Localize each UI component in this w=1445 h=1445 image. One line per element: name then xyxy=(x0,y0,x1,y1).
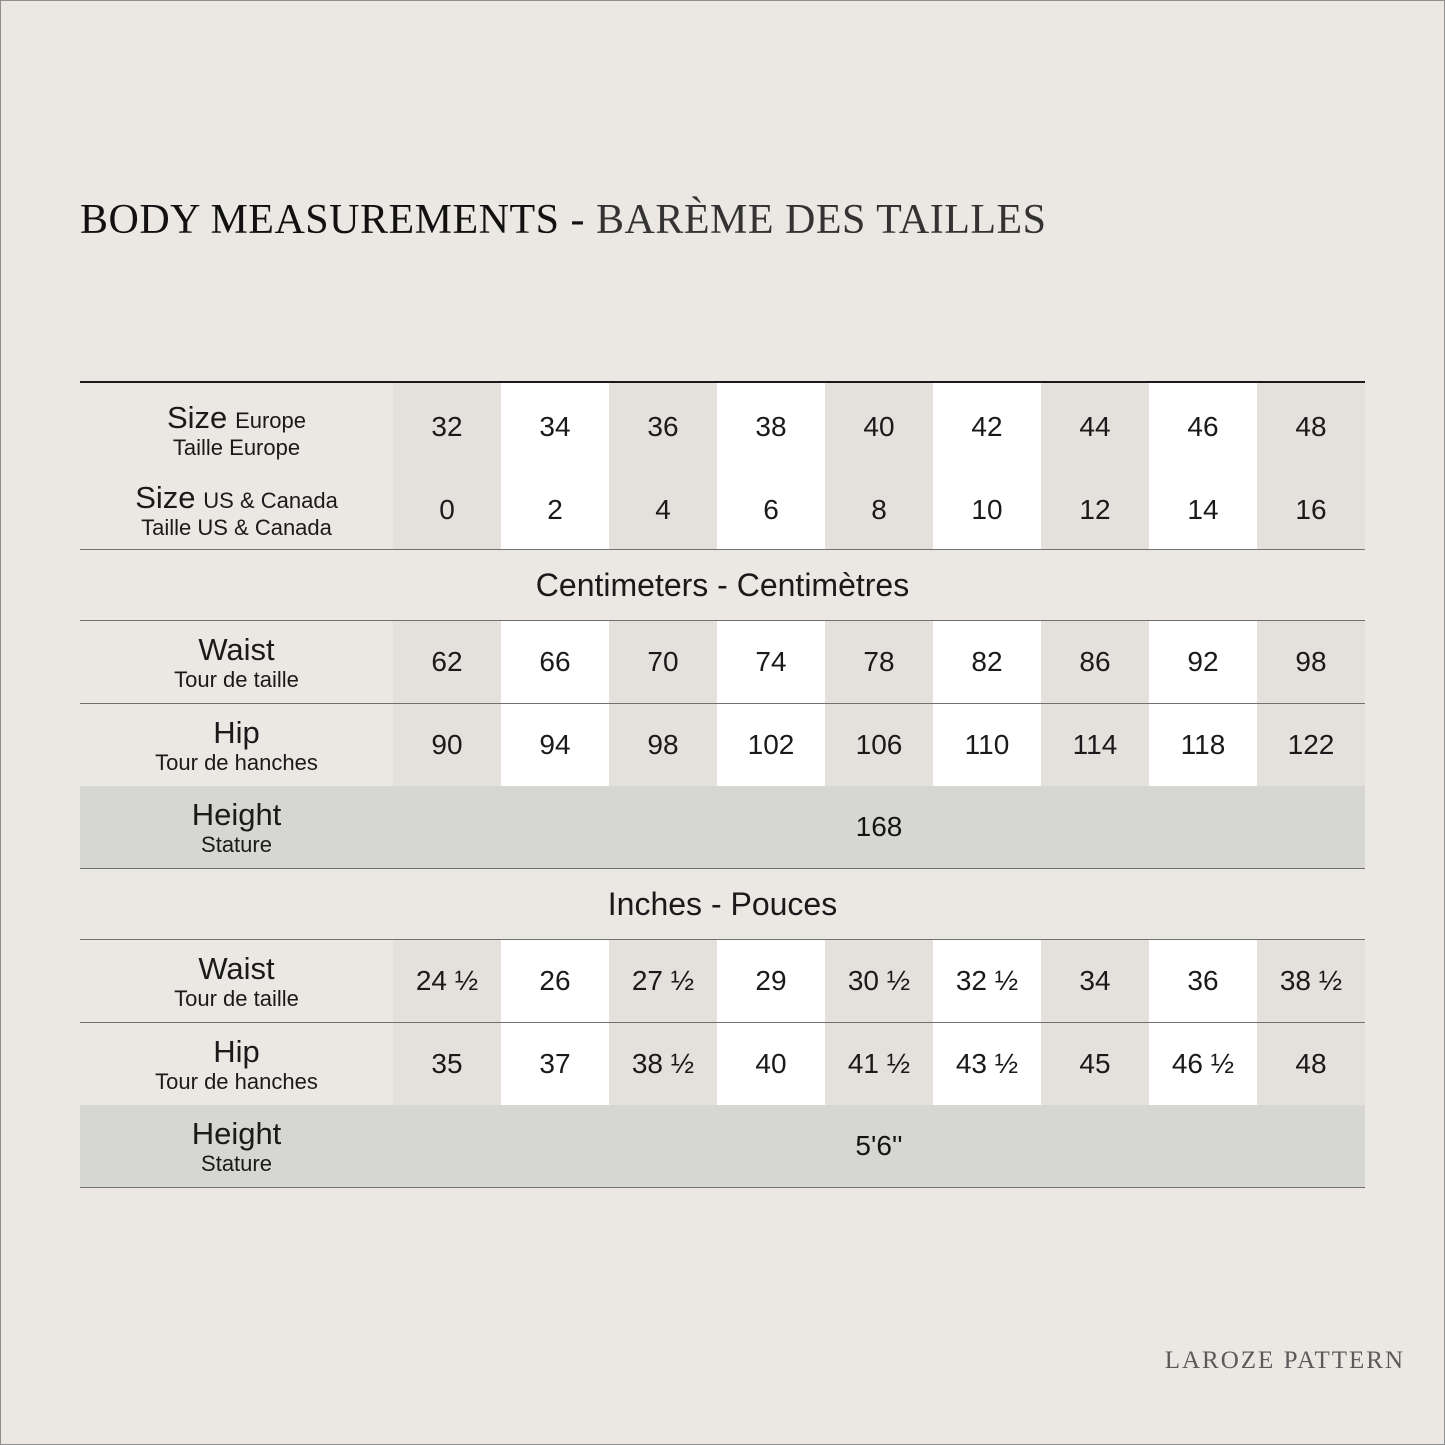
value-cell: 12 xyxy=(1041,471,1149,549)
value-cell: 24 ½ xyxy=(393,940,501,1022)
value-cell: 30 ½ xyxy=(825,940,933,1022)
value-cell: 98 xyxy=(1257,621,1365,703)
height-value: 5'6'' xyxy=(855,1130,903,1161)
row-size-europe xyxy=(80,383,1365,471)
value-cell: 4 xyxy=(609,471,717,549)
value-cell: 46 ½ xyxy=(1149,1023,1257,1105)
value-cell: 62 xyxy=(393,621,501,703)
value-cell: 122 xyxy=(1257,704,1365,786)
value-cell: 43 ½ xyxy=(933,1023,1041,1105)
value-cell: 78 xyxy=(825,621,933,703)
value-cell: 38 ½ xyxy=(1257,940,1365,1022)
value-cell: 8 xyxy=(825,471,933,549)
value-cell: 92 xyxy=(1149,621,1257,703)
value-cell: 32 ½ xyxy=(933,940,1041,1022)
value-cell: 36 xyxy=(1149,940,1257,1022)
page-title: BODY MEASUREMENTS - BARÈME DES TAILLES xyxy=(80,197,1047,243)
row-cm-height xyxy=(80,786,1365,868)
label-size-us: Size US & Canada Taille US & Canada xyxy=(135,479,338,541)
value-cell: 66 xyxy=(501,621,609,703)
value-cell: 38 xyxy=(717,383,825,471)
brand-name: LAROZE PATTERN xyxy=(1164,1347,1405,1374)
value-cell: 102 xyxy=(717,704,825,786)
value-cell: 45 xyxy=(1041,1023,1149,1105)
row-cm-waist xyxy=(80,621,1365,703)
row-in-waist xyxy=(80,940,1365,1022)
value-cell: 44 xyxy=(1041,383,1149,471)
value-cell: 70 xyxy=(609,621,717,703)
value-cell: 6 xyxy=(717,471,825,549)
label-height: Height Stature xyxy=(191,1115,282,1177)
row-cm-hip xyxy=(80,704,1365,786)
label-waist: Waist Tour de taille xyxy=(174,631,299,693)
value-cell: 74 xyxy=(717,621,825,703)
divider xyxy=(80,1187,1365,1188)
label-height: Height Stature xyxy=(191,796,282,858)
value-cell: 36 xyxy=(609,383,717,471)
value-cell: 37 xyxy=(501,1023,609,1105)
value-cell: 14 xyxy=(1149,471,1257,549)
value-cell: 98 xyxy=(609,704,717,786)
value-cell: 40 xyxy=(825,383,933,471)
height-value: 168 xyxy=(855,811,903,842)
value-cell: 48 xyxy=(1257,1023,1365,1105)
value-cell: 29 xyxy=(717,940,825,1022)
value-cell: 40 xyxy=(717,1023,825,1105)
value-cell: 106 xyxy=(825,704,933,786)
label-waist: Waist Tour de taille xyxy=(174,950,299,1012)
label-size-europe: Size Europe Taille Europe xyxy=(166,399,307,461)
label-hip: Hip Tour de hanches xyxy=(155,714,318,776)
value-cell: 86 xyxy=(1041,621,1149,703)
row-size-us xyxy=(80,471,1365,549)
row-in-height xyxy=(80,1105,1365,1187)
value-cell: 90 xyxy=(393,704,501,786)
value-cell: 82 xyxy=(933,621,1041,703)
value-cell: 38 ½ xyxy=(609,1023,717,1105)
value-cell: 110 xyxy=(933,704,1041,786)
value-cell: 16 xyxy=(1257,471,1365,549)
section-heading-inches: Inches - Pouces xyxy=(607,885,838,922)
value-cell: 94 xyxy=(501,704,609,786)
value-cell: 32 xyxy=(393,383,501,471)
value-cell: 34 xyxy=(501,383,609,471)
size-chart-table xyxy=(80,381,1365,1188)
value-cell: 10 xyxy=(933,471,1041,549)
value-cell: 27 ½ xyxy=(609,940,717,1022)
section-heading-cm: Centimeters - Centimètres xyxy=(535,566,910,603)
label-hip: Hip Tour de hanches xyxy=(155,1033,318,1095)
value-cell: 46 xyxy=(1149,383,1257,471)
value-cell: 48 xyxy=(1257,383,1365,471)
row-in-hip xyxy=(80,1023,1365,1105)
value-cell: 26 xyxy=(501,940,609,1022)
value-cell: 0 xyxy=(393,471,501,549)
value-cell: 42 xyxy=(933,383,1041,471)
value-cell: 41 ½ xyxy=(825,1023,933,1105)
value-cell: 34 xyxy=(1041,940,1149,1022)
value-cell: 2 xyxy=(501,471,609,549)
value-cell: 114 xyxy=(1041,704,1149,786)
value-cell: 118 xyxy=(1149,704,1257,786)
value-cell: 35 xyxy=(393,1023,501,1105)
